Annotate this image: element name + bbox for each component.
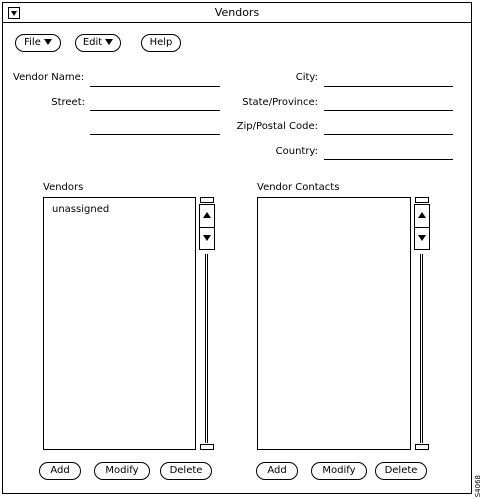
- edit-menu-button[interactable]: [75, 34, 121, 52]
- edit-menu-label: Edit: [82, 37, 103, 48]
- vendors-scrollbar-elevator[interactable]: [199, 204, 215, 250]
- contact-delete-label: Delete: [384, 465, 418, 476]
- chevron-down-icon: [105, 39, 113, 45]
- contacts-scrollbar-bottom-cap[interactable]: [415, 444, 429, 450]
- street-label: Street:: [51, 97, 85, 108]
- country-field[interactable]: [324, 148, 453, 160]
- vendors-list[interactable]: [43, 197, 196, 450]
- scroll-up-button[interactable]: [200, 205, 214, 228]
- state-province-label: State/Province:: [242, 97, 318, 108]
- vendor-contacts-heading: Vendor Contacts: [257, 182, 340, 193]
- vendor-contacts-list[interactable]: [257, 197, 411, 450]
- vendors-heading: Vendors: [43, 182, 84, 193]
- contact-modify-button[interactable]: [311, 462, 367, 480]
- arrow-down-icon: [203, 235, 211, 241]
- title-bar: [3, 3, 471, 23]
- country-label: Country:: [275, 146, 318, 157]
- list-item[interactable]: unassigned: [52, 204, 110, 215]
- vendor-name-label: Vendor Name:: [13, 72, 85, 83]
- vendor-delete-label: Delete: [169, 465, 203, 476]
- scroll-down-button[interactable]: [415, 227, 429, 249]
- window-title: Vendors: [214, 6, 260, 19]
- contacts-scrollbar-top-cap[interactable]: [415, 197, 429, 203]
- file-menu-button[interactable]: [15, 34, 61, 52]
- zip-postal-code-field[interactable]: [324, 123, 453, 135]
- figure-id-label: S4068: [474, 474, 482, 497]
- vendor-name-field[interactable]: [90, 75, 220, 87]
- vendor-modify-button[interactable]: [94, 462, 150, 480]
- state-province-field[interactable]: [324, 99, 453, 111]
- contact-delete-button[interactable]: [375, 462, 427, 480]
- vendors-scrollbar-bottom-cap[interactable]: [200, 444, 214, 450]
- city-field[interactable]: [324, 75, 453, 87]
- scroll-down-button[interactable]: [200, 227, 214, 249]
- vendors-scrollbar-track[interactable]: [205, 254, 208, 443]
- contacts-scrollbar-elevator[interactable]: [414, 204, 430, 250]
- vendor-modify-label: Modify: [105, 465, 139, 476]
- zip-postal-code-label: Zip/Postal Code:: [236, 121, 318, 132]
- contacts-scrollbar-track[interactable]: [420, 254, 423, 443]
- vendor-delete-button[interactable]: [160, 462, 212, 480]
- help-button[interactable]: [141, 34, 181, 52]
- vendors-window: [2, 2, 472, 494]
- help-button-label: Help: [149, 37, 173, 48]
- file-menu-label: File: [24, 37, 41, 48]
- contact-add-button[interactable]: [256, 462, 298, 480]
- vendor-add-button[interactable]: [39, 462, 81, 480]
- city-label: City:: [295, 72, 318, 83]
- contact-modify-label: Modify: [322, 465, 356, 476]
- arrow-up-icon: [418, 212, 426, 218]
- vendor-add-label: Add: [50, 465, 70, 476]
- chevron-down-icon: [44, 39, 52, 45]
- street-field[interactable]: [90, 99, 220, 111]
- street-line-2-field[interactable]: [90, 123, 220, 135]
- arrow-up-icon: [203, 212, 211, 218]
- vendors-scrollbar-top-cap[interactable]: [200, 197, 214, 203]
- scroll-up-button[interactable]: [415, 205, 429, 228]
- arrow-down-icon: [418, 235, 426, 241]
- contact-add-label: Add: [267, 465, 287, 476]
